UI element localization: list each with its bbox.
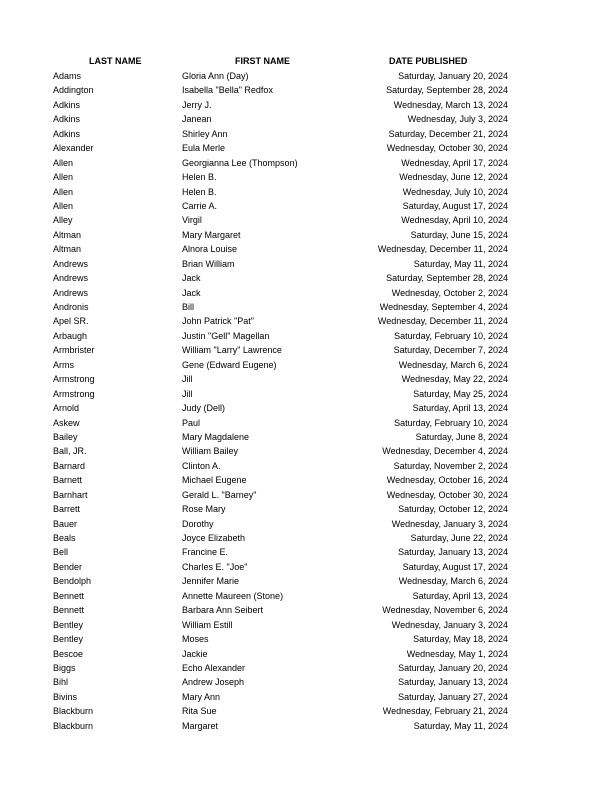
last-name-cell: Bell <box>53 547 69 558</box>
first-name-cell: Janean <box>182 114 212 125</box>
date-published-cell: Saturday, September 28, 2024 <box>386 85 508 96</box>
table-row <box>0 271 612 285</box>
table-row <box>0 647 612 661</box>
date-published-cell: Saturday, February 10, 2024 <box>394 330 508 341</box>
date-published-cell: Saturday, December 21, 2024 <box>388 128 508 139</box>
last-name-cell: Barnett <box>53 475 83 486</box>
first-name-cell: Jill <box>182 374 193 385</box>
last-name-cell: Bauer <box>53 518 78 529</box>
date-published-cell: Saturday, February 10, 2024 <box>394 417 508 428</box>
table-row <box>0 372 612 386</box>
date-published-cell: Saturday, May 11, 2024 <box>413 258 508 269</box>
table-row <box>0 141 612 155</box>
date-published-cell: Wednesday, October 16, 2024 <box>386 475 508 486</box>
table-row <box>0 69 612 83</box>
last-name-header: LAST NAME <box>89 56 142 66</box>
first-name-cell: Justin "Gell" Magellan <box>182 330 270 341</box>
first-name-cell: Shirley Ann <box>182 128 228 139</box>
table-row <box>0 170 612 184</box>
date-published-cell: Saturday, May 11, 2024 <box>413 720 508 731</box>
date-published-cell: Wednesday, April 10, 2024 <box>401 215 508 226</box>
first-name-cell: Annette Maureen (Stone) <box>182 590 284 601</box>
date-published-cell: Saturday, January 20, 2024 <box>398 662 508 673</box>
first-name-cell: Barbara Ann Seibert <box>182 605 264 616</box>
first-name-cell: Eula Merle <box>182 143 226 154</box>
last-name-cell: Ball, JR. <box>53 446 87 457</box>
date-published-cell: Saturday, April 13, 2024 <box>412 590 508 601</box>
date-published-cell: Wednesday, April 17, 2024 <box>401 157 508 168</box>
table-row <box>0 473 612 487</box>
first-name-cell: Judy (Dell) <box>182 403 226 414</box>
first-name-cell: Mary Ann <box>182 691 221 702</box>
last-name-cell: Andronis <box>53 302 89 312</box>
table-row <box>0 387 612 401</box>
date-published-cell: Saturday, December 7, 2024 <box>393 345 508 356</box>
first-name-cell: Joyce Elizabeth <box>182 533 246 543</box>
date-published-cell: Saturday, June 15, 2024 <box>410 229 508 240</box>
first-name-cell: Mary Magdalene <box>182 431 250 442</box>
table-row <box>0 228 612 242</box>
first-name-cell: Rita Sue <box>182 706 217 717</box>
last-name-cell: Barnhart <box>53 489 88 500</box>
first-name-cell: Dorothy <box>182 518 214 529</box>
first-name-cell: Moses <box>182 634 209 645</box>
table-row <box>0 112 612 126</box>
date-published-cell: Saturday, April 13, 2024 <box>412 403 508 414</box>
last-name-cell: Bendolph <box>53 576 92 587</box>
first-name-cell: Echo Alexander <box>182 662 246 673</box>
date-published-cell: Saturday, June 22, 2024 <box>410 533 508 543</box>
first-name-cell: Brian William <box>182 258 235 269</box>
last-name-cell: Armstrong <box>53 374 95 385</box>
last-name-cell: Blackburn <box>53 720 94 731</box>
date-published-cell: Wednesday, October 30, 2024 <box>386 143 508 154</box>
date-published-cell: Saturday, August 17, 2024 <box>402 561 508 572</box>
date-published-cell: Saturday, January 13, 2024 <box>398 547 508 558</box>
last-name-cell: Allen <box>53 186 74 197</box>
last-name-cell: Allen <box>53 172 74 183</box>
table-row <box>0 632 612 646</box>
date-published-cell: Saturday, May 25, 2024 <box>413 388 508 399</box>
date-published-cell: Wednesday, March 13, 2024 <box>393 99 508 110</box>
last-name-cell: Adams <box>53 71 82 81</box>
last-name-cell: Adkins <box>53 99 81 110</box>
table-row <box>0 156 612 170</box>
table-row <box>0 329 612 343</box>
table-row <box>0 618 612 632</box>
table-row <box>0 690 612 704</box>
date-published-cell: Wednesday, July 3, 2024 <box>407 114 508 125</box>
last-name-cell: Bennett <box>53 605 85 616</box>
date-published-cell: Wednesday, September 4, 2024 <box>379 302 508 312</box>
last-name-cell: Bentley <box>53 634 84 645</box>
date-published-cell: Saturday, September 28, 2024 <box>386 273 508 284</box>
date-published-cell: Wednesday, March 6, 2024 <box>398 359 508 370</box>
table-row <box>0 358 612 372</box>
date-published-cell: Wednesday, May 22, 2024 <box>401 374 508 385</box>
date-published-cell: Wednesday, February 21, 2024 <box>382 706 508 717</box>
first-name-cell: Jackie <box>182 648 208 659</box>
last-name-cell: Biggs <box>53 662 76 673</box>
table-row <box>0 416 612 430</box>
last-name-cell: Andrews <box>53 273 89 284</box>
table-row <box>0 517 612 531</box>
last-name-cell: Bender <box>53 561 83 572</box>
date-published-cell: Wednesday, January 3, 2024 <box>391 619 508 630</box>
first-name-cell: Mary Margaret <box>182 229 241 240</box>
first-name-cell: Georgianna Lee (Thompson) <box>182 157 298 168</box>
first-name-cell: Charles E. "Joe" <box>182 561 248 572</box>
last-name-cell: Armbrister <box>53 345 95 356</box>
table-row <box>0 603 612 617</box>
date-published-cell: Wednesday, June 12, 2024 <box>399 172 508 183</box>
date-published-cell: Saturday, January 13, 2024 <box>398 677 508 688</box>
date-published-cell: Saturday, January 20, 2024 <box>398 71 508 81</box>
last-name-cell: Beals <box>53 533 76 543</box>
last-name-cell: Apel SR. <box>53 316 89 327</box>
first-name-cell: Carrie A. <box>182 200 218 211</box>
last-name-cell: Bescoe <box>53 648 84 659</box>
last-name-cell: Bentley <box>53 619 84 630</box>
last-name-cell: Arbaugh <box>53 330 88 341</box>
date-published-cell: Saturday, May 18, 2024 <box>413 634 508 645</box>
date-published-cell: Saturday, August 17, 2024 <box>402 200 508 211</box>
date-published-header: DATE PUBLISHED <box>389 56 468 66</box>
first-name-cell: Gerald L. "Barney" <box>182 489 257 500</box>
first-name-cell: Andrew Joseph <box>182 677 245 688</box>
first-name-cell: Jack <box>182 287 201 298</box>
last-name-cell: Adkins <box>53 128 81 139</box>
first-name-cell: Margaret <box>182 720 219 731</box>
table-row <box>0 213 612 227</box>
table-row <box>0 675 612 689</box>
last-name-cell: Alexander <box>53 143 94 154</box>
obituary-list <box>0 69 612 733</box>
table-row <box>0 488 612 502</box>
first-name-cell: Paul <box>182 417 201 428</box>
date-published-cell: Wednesday, July 10, 2024 <box>402 186 508 197</box>
date-published-cell: Wednesday, December 4, 2024 <box>382 446 508 457</box>
table-row <box>0 300 612 314</box>
date-published-cell: Wednesday, December 11, 2024 <box>377 316 508 327</box>
last-name-cell: Andrews <box>53 258 89 269</box>
last-name-cell: Bivins <box>53 691 78 702</box>
table-row <box>0 199 612 213</box>
table-row <box>0 185 612 199</box>
last-name-cell: Barrett <box>53 504 81 515</box>
date-published-cell: Saturday, June 8, 2024 <box>415 431 508 442</box>
table-row <box>0 502 612 516</box>
first-name-cell: Bill <box>182 302 195 312</box>
first-name-cell: Helen B. <box>182 172 217 183</box>
table-row <box>0 401 612 415</box>
date-published-cell: Saturday, January 27, 2024 <box>398 691 508 702</box>
last-name-cell: Altman <box>53 244 82 255</box>
first-name-cell: Virgil <box>182 215 202 226</box>
date-published-cell: Wednesday, December 11, 2024 <box>377 244 508 255</box>
table-row <box>0 560 612 574</box>
first-name-cell: Michael Eugene <box>182 475 247 486</box>
table-row <box>0 242 612 256</box>
first-name-cell: Jill <box>182 388 193 399</box>
table-row <box>0 314 612 328</box>
first-name-cell: William Bailey <box>182 446 239 457</box>
last-name-cell: Arnold <box>53 403 80 414</box>
first-name-cell: Francine E. <box>182 547 229 558</box>
date-published-cell: Wednesday, January 3, 2024 <box>391 518 508 529</box>
first-name-cell: John Patrick "Pat" <box>182 316 254 327</box>
last-name-cell: Blackburn <box>53 706 94 717</box>
table-row <box>0 286 612 300</box>
table-row <box>0 343 612 357</box>
table-row <box>0 127 612 141</box>
first-name-cell: Helen B. <box>182 186 217 197</box>
last-name-cell: Askew <box>53 417 80 428</box>
table-row <box>0 704 612 718</box>
date-published-cell: Wednesday, March 6, 2024 <box>398 576 508 587</box>
last-name-cell: Barnard <box>53 460 86 471</box>
date-published-cell: Wednesday, October 30, 2024 <box>386 489 508 500</box>
first-name-cell: Rose Mary <box>182 504 226 515</box>
first-name-cell: Jerry J. <box>182 99 212 110</box>
table-row <box>0 574 612 588</box>
first-name-cell: Jack <box>182 273 201 284</box>
first-name-cell: William "Larry" Lawrence <box>182 345 282 356</box>
last-name-cell: Bihl <box>53 677 69 688</box>
date-published-cell: Saturday, November 2, 2024 <box>393 460 508 471</box>
first-name-header: FIRST NAME <box>235 56 290 66</box>
last-name-cell: Armstrong <box>53 388 95 399</box>
first-name-cell: William Estill <box>182 619 233 630</box>
table-row <box>0 661 612 675</box>
first-name-cell: Alnora Louise <box>182 244 238 255</box>
first-name-cell: Jennifer Marie <box>182 576 240 587</box>
first-name-cell: Isabella "Bella" Redfox <box>182 85 273 96</box>
last-name-cell: Bailey <box>53 431 78 442</box>
last-name-cell: Andrews <box>53 287 89 298</box>
table-row <box>0 589 612 603</box>
first-name-cell: Clinton A. <box>182 460 221 471</box>
last-name-cell: Bennett <box>53 590 85 601</box>
table-row <box>0 719 612 733</box>
date-published-cell: Wednesday, November 6, 2024 <box>382 605 508 616</box>
last-name-cell: Adkins <box>53 114 81 125</box>
table-row <box>0 459 612 473</box>
last-name-cell: Allen <box>53 200 74 211</box>
first-name-cell: Gloria Ann (Day) <box>182 71 249 81</box>
date-published-cell: Wednesday, October 2, 2024 <box>391 287 508 298</box>
table-row <box>0 444 612 458</box>
first-name-cell: Gene (Edward Eugene) <box>182 359 277 370</box>
last-name-cell: Addington <box>53 85 94 96</box>
date-published-cell: Wednesday, May 1, 2024 <box>406 648 508 659</box>
last-name-cell: Arms <box>53 359 74 370</box>
last-name-cell: Allen <box>53 157 74 168</box>
table-row <box>0 83 612 97</box>
table-row <box>0 531 612 545</box>
table-row <box>0 98 612 112</box>
table-row <box>0 430 612 444</box>
table-row <box>0 257 612 271</box>
date-published-cell: Saturday, October 12, 2024 <box>398 504 508 515</box>
table-row <box>0 545 612 559</box>
last-name-cell: Alley <box>53 215 73 226</box>
last-name-cell: Altman <box>53 229 82 240</box>
